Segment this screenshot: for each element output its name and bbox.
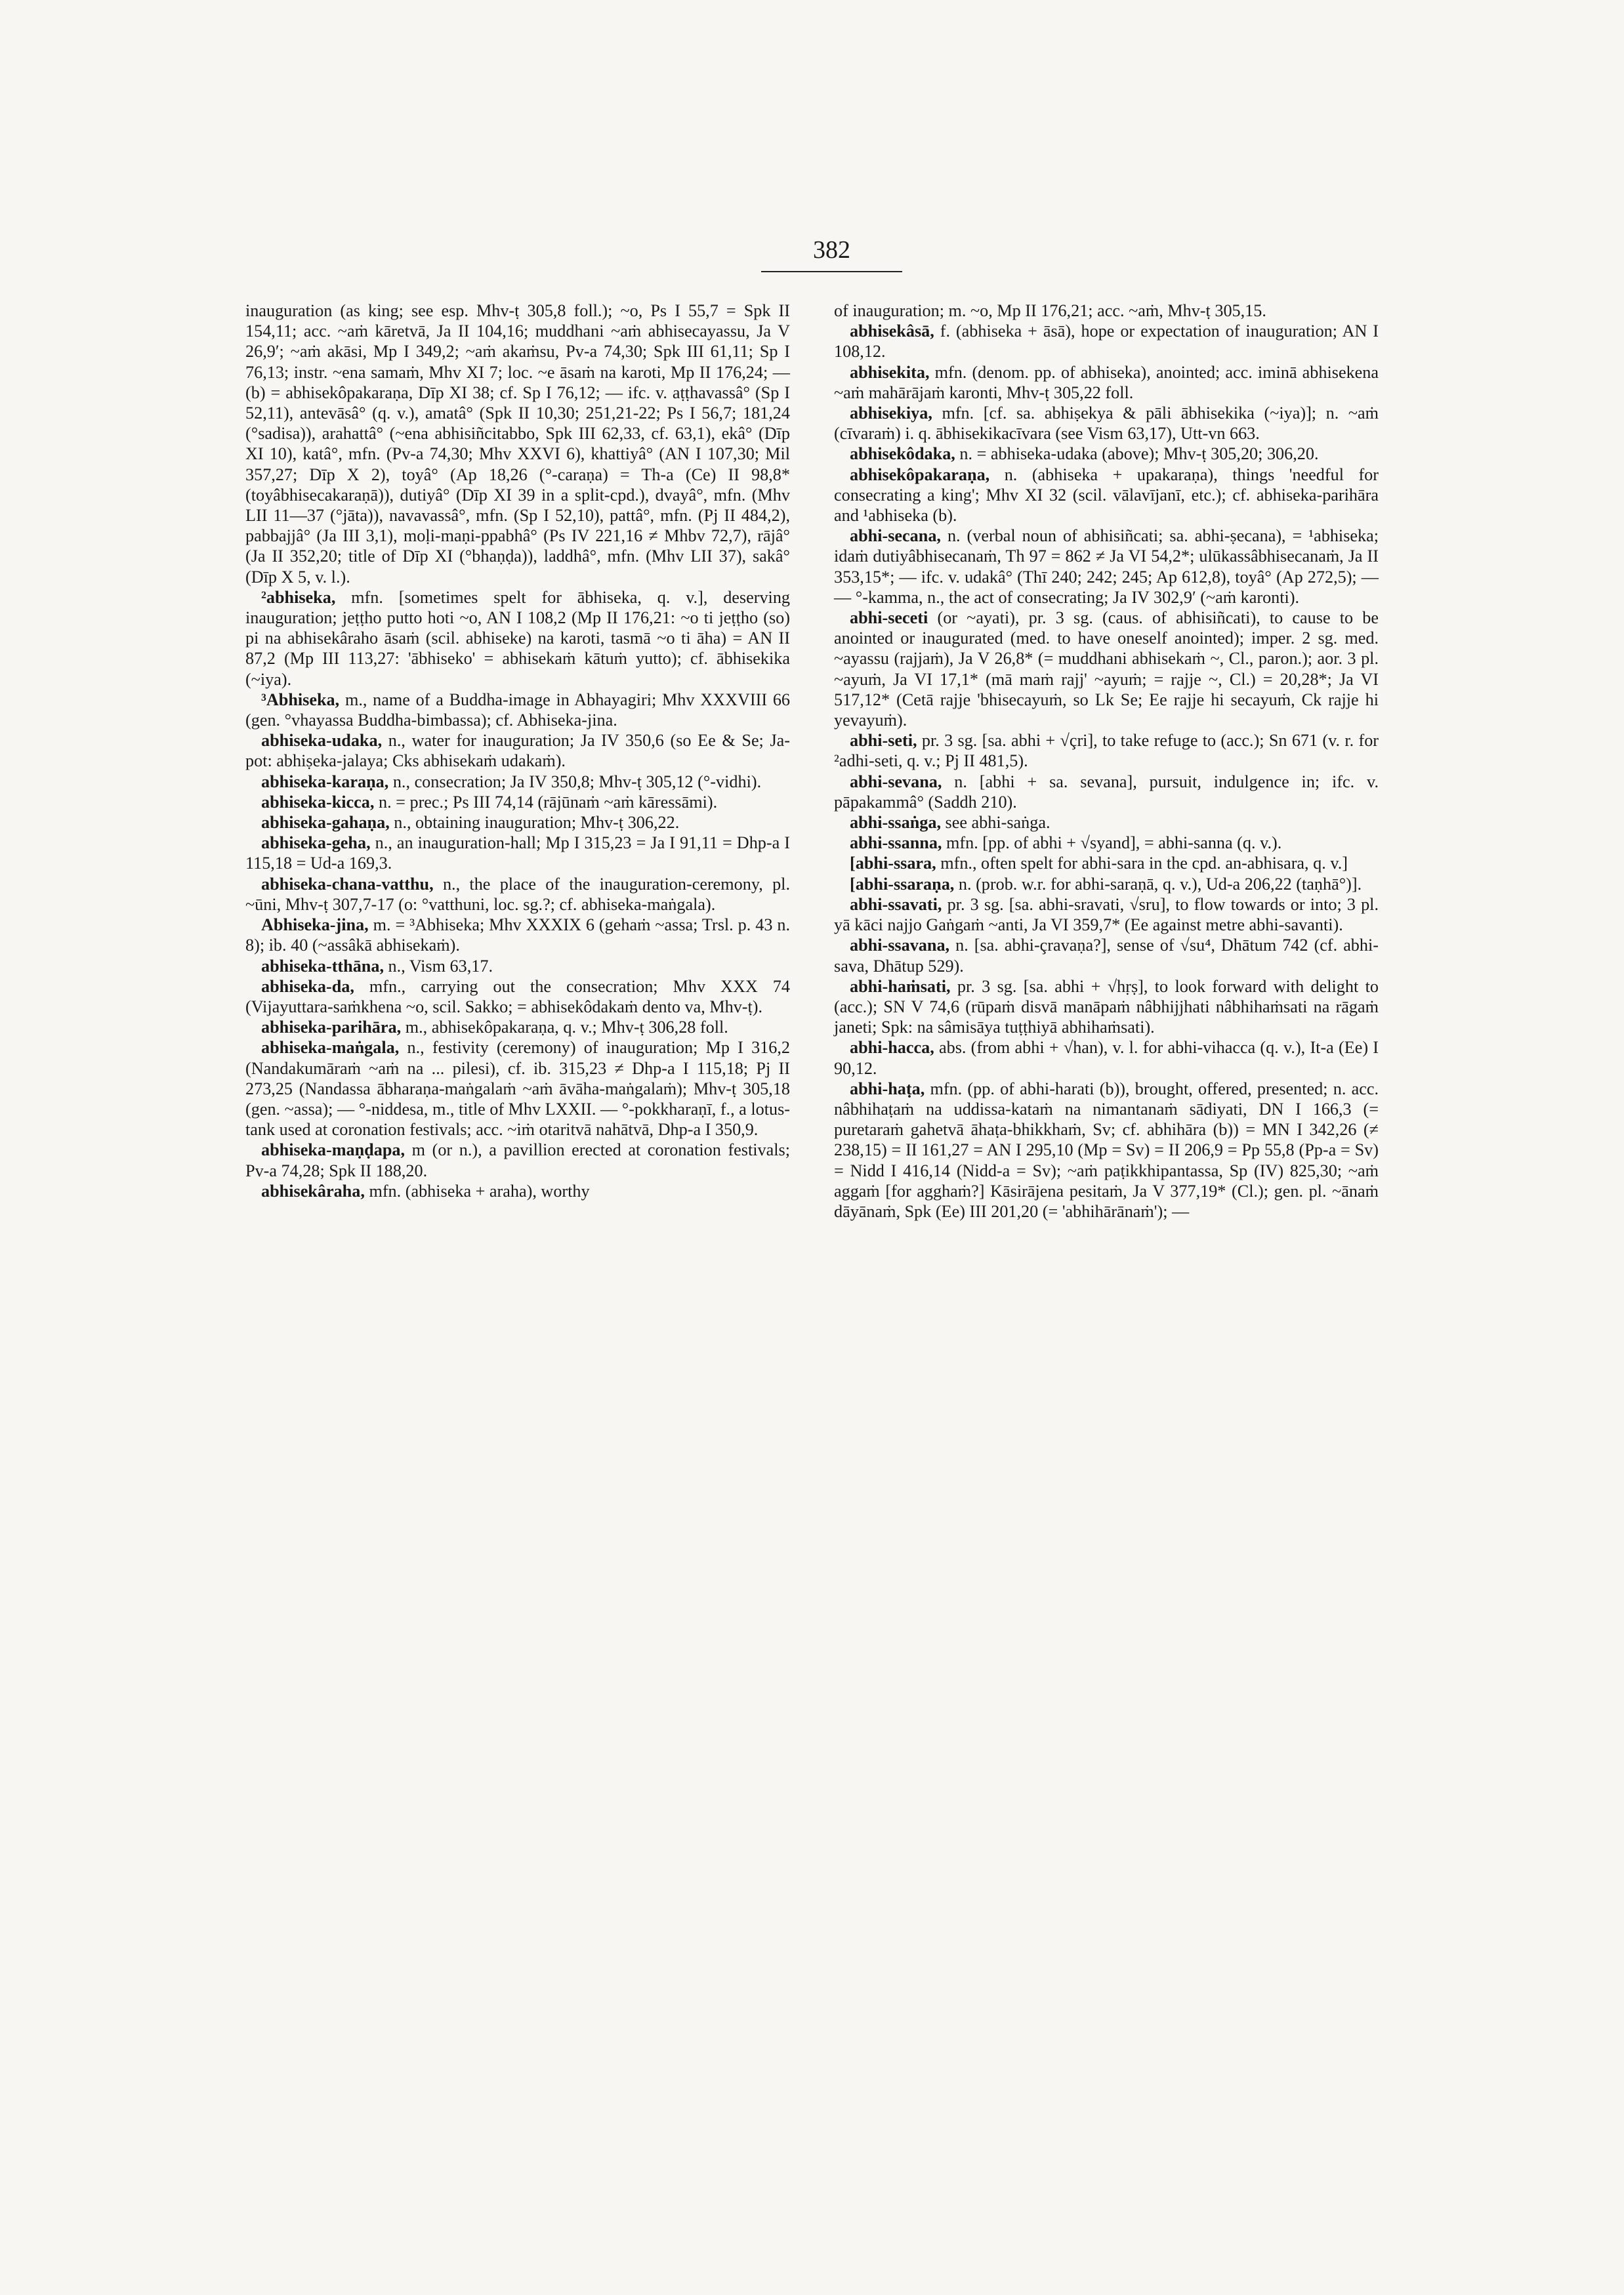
entry-headword: [abhi-ssara,	[850, 854, 936, 873]
entry-headword: abhiseka-da,	[261, 976, 354, 996]
entry-headword: Abhiseka-jina,	[261, 915, 369, 935]
dictionary-entry	[245, 792, 790, 812]
entry-definition: n., Vism 63,17.	[388, 956, 493, 976]
entry-headword: abhiseka-tthāna,	[261, 956, 384, 976]
entry-headword: abhiseka-parihāra,	[261, 1018, 402, 1037]
dictionary-entry	[245, 1037, 790, 1140]
dictionary-entry	[834, 300, 1379, 321]
entry-headword: abhisekâsā,	[850, 321, 934, 341]
entry-headword: abhisekiya,	[850, 403, 932, 423]
dictionary-entry	[245, 690, 790, 730]
entry-definition: n. [sa. abhi-çravaṇa?], sense of √su⁴, Dhātum 742 (cf. abhi-sava, Dhātup 529).	[834, 936, 1379, 976]
entry-headword: abhiseka-chana-vatthu,	[261, 874, 434, 894]
entry-definition: pr. 3 sg. [sa. abhi + √çri], to take refuge to (acc.); Sn 671 (v. r. for ²adhi-seti, q. v.; Pj II 481,5).	[834, 731, 1379, 771]
dictionary-entry	[245, 976, 790, 1017]
entry-definition: (or ~ayati), pr. 3 sg. (caus. of abhisiñcati), to cause to be anointed or inaugurated (med. to have oneself anointed); imper. 2 sg. med. ~ayassu (rajjaṁ), Ja V 26,8* (= muddhani abhisekaṁ ~, Cl., paron.); aor. 3 pl. ~ayuṁ, Ja VI 17,1* (mā maṁ rajj' ~ayuṁ; = rajje ~, Cl.) = 20,28*; Ja VI 517,12* (Cetā rajje 'bhisecayuṁ, so Lk Se; Ee rajje hi secayuṁ, Ck rajje hi yevayuṁ).	[834, 608, 1379, 730]
entry-headword: abhi-ssavati,	[850, 894, 942, 914]
entry-definition: n., obtaining inauguration; Mhv-ṭ 306,22.	[394, 813, 680, 833]
entry-headword: abhiseka-karaṇa,	[261, 772, 389, 791]
dictionary-entry	[834, 730, 1379, 771]
dictionary-entry	[245, 833, 790, 873]
entry-headword: abhiseka-udaka,	[261, 731, 383, 751]
entry-definition: n. = abhiseka-udaka (above); Mhv-ṭ 305,20; 306,20.	[959, 444, 1319, 464]
dictionary-entry	[245, 587, 790, 690]
dictionary-entry	[834, 526, 1379, 608]
entry-headword: abhiseka-kicca,	[261, 792, 375, 812]
entry-definition: n., the place of the inauguration-ceremony, pl. ~ūni, Mhv-ṭ 307,7-17 (o: °vatthuni, loc. sg.?; cf. abhiseka-maṅgala).	[245, 874, 791, 914]
dictionary-entry	[245, 915, 790, 955]
entry-headword: ²abhiseka,	[261, 587, 336, 607]
dictionary-entry	[245, 1017, 790, 1037]
dictionary-entry	[834, 465, 1379, 526]
dictionary-entry	[245, 772, 790, 792]
dictionary-entry	[834, 976, 1379, 1038]
entry-headword: abhisekita,	[850, 362, 930, 382]
entry-definition: n., consecration; Ja IV 350,8; Mhv-ṭ 305,12 (°-vidhi).	[392, 772, 762, 791]
entry-definition: mfn. (denom. pp. of abhiseka), anointed; acc. iminā abhisekena ~aṁ mahārājaṁ karonti, Mhv-ṭ 305,22 foll.	[834, 362, 1379, 402]
entry-headword: abhisekâraha,	[261, 1181, 365, 1201]
entry-headword: abhi-haṭa,	[850, 1079, 925, 1098]
entry-headword: abhiseka-maṅgala,	[261, 1038, 400, 1058]
entry-headword: abhi-ssanna,	[850, 833, 942, 853]
entry-headword: abhiseka-geha,	[261, 833, 371, 853]
entry-definition: pr. 3 sg. [sa. abhi + √hṛṣ], to look forward with delight to (acc.); SN V 74,6 (rūpaṁ disvā manāpaṁ nâbhijjhati nâbhihaṁsati na rāgaṁ janeti; Spk: na sâmisāya tuṭṭhiyā abhihaṁsati).	[834, 976, 1379, 1037]
entry-definition: n., festivity (ceremony) of inauguration; Mp I 316,2 (Nandakumāraṁ ~aṁ na ... pilesi), cf. ib. 315,23 ≠ Dhp-a I 115,18; Pj II 273,25 (Nandassa ābharaṇa-maṅgalaṁ ~aṁ āvāha-maṅgalaṁ); Mhv-ṭ 305,18 (gen. ~assa); — °-niddesa, m., title of Mhv LXXII. — °-pokkharaṇī, f., a lotus-tank used at coronation festivals; acc. ~iṁ otaritvā nahātvā, Dhp-a I 350,9.	[245, 1038, 791, 1140]
entry-headword: abhi-ssavana,	[850, 936, 950, 955]
dictionary-entry	[245, 300, 790, 587]
entry-definition: mfn. [pp. of abhi + √syand], = abhi-sanna (q. v.).	[946, 833, 1282, 853]
dictionary-entry	[834, 608, 1379, 730]
entry-headword: ³Abhiseka,	[261, 690, 340, 709]
dictionary-entry	[245, 1181, 790, 1201]
dictionary-entry	[834, 772, 1379, 812]
dictionary-entry	[245, 812, 790, 833]
entry-definition: mfn. (abhiseka + araha), worthy	[369, 1181, 590, 1201]
entry-headword: abhi-seti,	[850, 731, 917, 751]
entry-definition: mfn. (pp. of abhi-harati (b)), brought, offered, presented; n. acc. nâbhihaṭaṁ na uddissa-kataṁ na nimantanaṁ sādiyati, DN I 166,3 (= puretaraṁ gahetvā āhaṭa-bhikkhaṁ, Sv; cf. abhihāra (b)) = MN I 342,26 (≠ 238,15) = II 161,27 = AN I 295,10 (Mp = Sv) = II 206,9 = Pp 55,8 (Pp-a = Sv) = Nidd I 416,14 (Nidd-a = Sv); ~aṁ paṭikkhipantassa, Sp (IV) 825,30; ~aṁ aggaṁ [for agghaṁ?] Kāsirājena pesitaṁ, Ja V 377,19* (Cl.); gen. pl. ~ānaṁ dāyānaṁ, Spk (Ee) III 201,20 (= 'abhihārānaṁ'); —	[834, 1079, 1379, 1221]
dictionary-entry	[834, 874, 1379, 894]
entry-definition: n. (abhiseka + upakaraṇa), things 'needful for consecrating a king'; Mhv XI 32 (scil. vālavījanī, etc.); cf. abhiseka-parihāra and ¹abhiseka (b).	[834, 465, 1379, 526]
entry-definition: see abhi-saṅga.	[945, 813, 1051, 833]
entry-definition: n. [abhi + sa. sevana], pursuit, indulgence in; ifc. v. pāpakammâ° (Saddh 210).	[834, 772, 1379, 812]
entry-headword: abhi-haṁsati,	[850, 976, 951, 996]
entry-headword: abhi-ssaṅga,	[850, 813, 941, 833]
entry-definition: n., water for inauguration; Ja IV 350,6 (so Ee & Se; Ja-pot: abhiṣeka-jalaya; Cks abhisekaṁ udakaṁ).	[245, 731, 790, 771]
left-column	[245, 300, 790, 1201]
right-column	[834, 300, 1379, 1222]
entry-definition: m., name of a Buddha-image in Abhayagiri; Mhv XXXVIII 66 (gen. °vhayassa Buddha-bimbassa); cf. Abhiseka-jina.	[245, 690, 791, 730]
dictionary-entry	[834, 833, 1379, 853]
page-number: 382	[813, 236, 850, 264]
dictionary-entry	[834, 812, 1379, 833]
dictionary-entry	[834, 403, 1379, 444]
entry-headword: abhi-secana,	[850, 526, 941, 546]
entry-headword: abhi-seceti	[850, 608, 928, 628]
dictionary-entry	[245, 874, 790, 915]
entry-definition: of inauguration; m. ~o, Mp II 176,21; acc. ~aṁ, Mhv-ṭ 305,15.	[834, 301, 1266, 320]
entry-definition: mfn. [sometimes spelt for ābhiseka, q. v.], deserving inauguration; jeṭṭho putto hoti ~o, AN I 108,2 (Mp II 176,21: ~o ti jeṭṭho (so) pi na abhisekâraho āsaṁ (scil. abhiseke) na karoti, tasmā ~o ti āha) = AN II 87,2 (Mp III 113,27: 'ābhiseko' = abhisekaṁ kātuṁ yutto); cf. ābhisekika (~iya).	[245, 587, 791, 689]
dictionary-entry	[834, 321, 1379, 362]
entry-definition: mfn. [cf. sa. abhiṣekya & pāli ābhisekika (~iya)]; n. ~aṁ (cīvaraṁ) i. q. ābhisekikacīvara (see Vism 63,17), Utt-vn 663.	[834, 403, 1379, 444]
entry-definition: n. = prec.; Ps III 74,14 (rājūnaṁ ~aṁ kāressāmi).	[378, 792, 718, 812]
entry-definition: mfn., carrying out the consecration; Mhv XXX 74 (Vijayuttara-saṁkhena ~o, scil. Sakko; = abhisekôdakaṁ dento va, Mhv-ṭ).	[245, 976, 790, 1016]
entry-definition: f. (abhiseka + āsā), hope or expectation of inauguration; AN I 108,12.	[834, 321, 1379, 362]
entry-definition: mfn., often spelt for abhi-sara in the cpd. an-abhisara, q. v.]	[940, 854, 1348, 873]
dictionary-entry	[834, 1079, 1379, 1222]
dictionary-entry	[834, 1037, 1379, 1078]
entry-headword: abhisekôdaka,	[850, 444, 955, 464]
page-number-rule	[761, 271, 902, 272]
entry-definition: m., abhisekôpakaraṇa, q. v.; Mhv-ṭ 306,28 foll.	[405, 1018, 728, 1037]
entry-definition: n. (verbal noun of abhisiñcati; sa. abhi-ṣecana), = ¹abhiseka; idaṁ dutiyâbhisecanaṁ, Th 97 = 862 ≠ Ja VI 54,2*; ulūkassâbhisecanaṁ, Ja II 353,15*; — ifc. v. udakâ° (Thī 240; 242; 245; Ap 612,8), toyâ° (Ap 272,5); — — °-kamma, n., the act of consecrating; Ja IV 302,9′ (~aṁ karonti).	[834, 526, 1379, 607]
dictionary-entry	[245, 730, 790, 771]
dictionary-entry	[834, 935, 1379, 976]
entry-headword: abhiseka-gahaṇa,	[261, 813, 390, 833]
entry-definition: m (or n.), a pavillion erected at coronation festivals; Pv-a 74,28; Spk II 188,20.	[245, 1140, 790, 1180]
entry-definition: abs. (from abhi + √han), v. l. for abhi-vihacca (q. v.), It-a (Ee) I 90,12.	[834, 1038, 1379, 1078]
entry-definition: n., an inauguration-hall; Mp I 315,23 = Ja I 91,11 = Dhp-a I 115,18 = Ud-a 169,3.	[245, 833, 791, 873]
dictionary-entry	[834, 853, 1379, 873]
entry-headword: abhiseka-maṇḍapa,	[261, 1140, 406, 1160]
entry-definition: pr. 3 sg. [sa. abhi-sravati, √sru], to flow towards or into; 3 pl. yā kāci najjo Gaṅgaṁ ~anti, Ja VI 359,7* (Ee against metre abhi-savanti).	[834, 894, 1379, 935]
entry-headword: abhi-hacca,	[850, 1038, 934, 1058]
entry-headword: abhisekôpakaraṇa,	[850, 465, 990, 484]
entry-headword: [abhi-ssaraṇa,	[850, 874, 955, 894]
entry-definition: inauguration (as king; see esp. Mhv-ṭ 305,8 foll.); ~o, Ps I 55,7 = Spk II 154,11; acc. ~aṁ kāretvā, Ja II 104,16; muddhani ~aṁ abhisecayassu, Ja V 26,9′; ~aṁ akāsi, Mp I 349,2; ~aṁ akaṁsu, Pv-a 74,30; Spk III 61,11; Sp I 76,13; instr. ~ena samaṁ, Mhv XI 7; loc. ~e āsaṁ na karoti, Mp II 176,24; — (b) = abhisekôpakaraṇa, Dīp XI 38; cf. Sp I 76,12; — ifc. v. aṭṭhavassâ° (Sp I 52,11), antevāsâ° (q. v.), amatâ° (Spk II 10,30; 251,21-22; Ps I 56,7; 181,24 (°sadisa)), arahattâ° (~ena abhisiñcitabbo, Spk III 62,33, cf. 63,1), ekâ° (Dīp XI 10), katâ°, mfn. (Pv-a 74,30; Mhv XXVI 6), khattiyâ° (AN I 107,30; Mil 357,27; Dīp X 2), toyâ° (Ap 18,26 (°-caraṇa) = Th-a (Ce) II 98,8* (toyâbhisecakaraṇā)), dutiyâ° (Dīp XI 39 in a split-cpd.), dvayâ°, mfn. (Mhv LII 11—37 (°jāta)), navavassâ°, mfn. (Sp I 52,10), pattâ°, mfn. (Pj II 484,2), pabbajjâ° (Ja III 3,1), moḷi-maṇi-ppabhâ° (Ps IV 221,16 ≠ Mhbv 72,7), rājâ° (Ja II 352,20; title of Dīp XI (°bhaṇḍa)), laddhâ°, mfn. (Mhv LII 37), sakâ° (Dīp X 5, v. l.).	[245, 301, 790, 587]
entry-definition: n. (prob. w.r. for abhi-saraṇā, q. v.), Ud-a 206,22 (taṇhā°)].	[958, 874, 1362, 894]
dictionary-entry	[245, 956, 790, 976]
dictionary-entry	[834, 444, 1379, 464]
dictionary-entry	[834, 362, 1379, 403]
entry-definition: m. = ³Abhiseka; Mhv XXXIX 6 (gehaṁ ~assa; Trsl. p. 43 n. 8); ib. 40 (~assâkā abhisekaṁ).	[245, 915, 790, 955]
entry-headword: abhi-sevana,	[850, 772, 942, 791]
dictionary-entry	[834, 894, 1379, 935]
dictionary-entry	[245, 1140, 790, 1180]
